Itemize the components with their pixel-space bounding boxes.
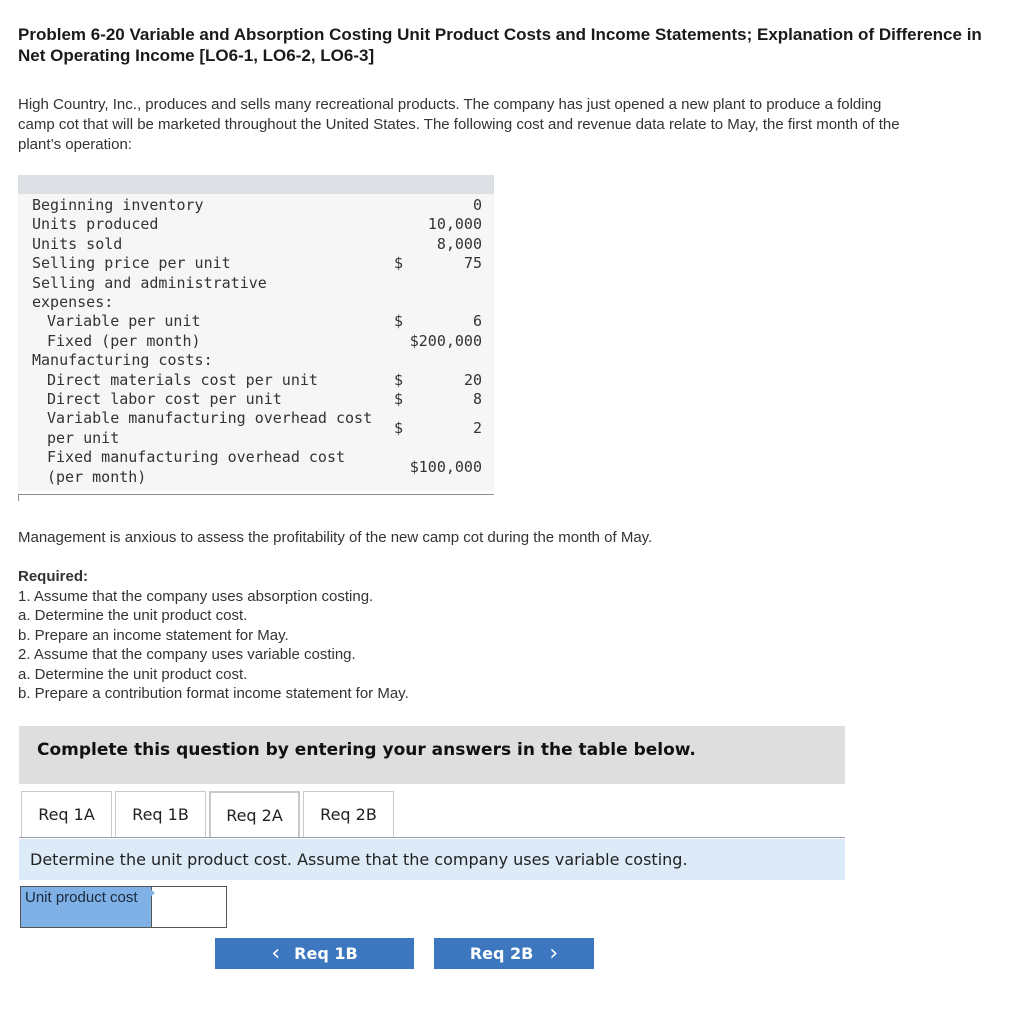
row-label: Selling price per unit <box>32 254 231 273</box>
row-label: Variable per unit <box>47 312 201 331</box>
row-label: Direct labor cost per unit <box>47 390 282 409</box>
table-row <box>18 274 494 313</box>
required-heading: Required: <box>18 568 89 585</box>
row-value: 10,000 <box>427 215 482 234</box>
tab-divider <box>19 837 845 838</box>
row-value: $100,000 <box>409 457 482 476</box>
table-row <box>18 215 494 234</box>
row-label: Variable manufacturing overhead cost per unit <box>47 409 382 447</box>
row-value: 20 <box>463 370 482 389</box>
row-value: 8,000 <box>436 234 482 253</box>
table-row <box>18 332 494 351</box>
next-req-2b-button[interactable] <box>434 938 594 969</box>
row-value: 0 <box>472 196 482 214</box>
unit-product-cost-label: Unit product cost <box>21 887 151 927</box>
row-label: Selling and administrative expenses: <box>32 273 276 312</box>
answer-row <box>20 886 227 928</box>
row-value: 2 <box>472 419 482 438</box>
required-item: b. Prepare a contribution format income statement for May. <box>18 685 409 702</box>
row-label: Beginning inventory <box>32 196 204 214</box>
table-row <box>18 235 494 254</box>
instruction-text: Complete this question by entering your answers in the table below. <box>37 740 696 760</box>
table-row: Variable per unit $ 6 <box>18 312 494 331</box>
row-label: Units produced <box>32 215 159 234</box>
tab-req-2a[interactable]: Req 2A <box>209 791 300 837</box>
required-item: a. Determine the unit product cost. <box>18 665 248 683</box>
problem-intro: High Country, Inc., produces and sells many recreational products. The company has just opened a new plant to produce a folding camp cot that will be marketed throughout the United States. The following cost and revenue data relate to May, the first month of the plant’s operation: <box>18 96 900 153</box>
tab-req-1b[interactable]: Req 1B <box>115 791 206 837</box>
prev-button-label: Req 1B <box>294 944 358 963</box>
question-bar <box>19 839 845 880</box>
next-button-label: Req 2B <box>469 944 534 963</box>
required-item: 1. Assume that the company uses absorption costing. <box>18 587 374 605</box>
unit-product-cost-input[interactable] <box>151 887 226 927</box>
table-row <box>18 196 494 215</box>
table-header <box>18 175 494 194</box>
table-row <box>18 448 494 487</box>
tab-req-1a[interactable]: Req 1A <box>21 791 112 837</box>
row-value: 75 <box>463 254 482 273</box>
row-label: Manufacturing costs: <box>32 351 213 370</box>
row-label: Direct materials cost per unit <box>47 370 318 389</box>
row-label: Fixed manufacturing overhead cost (per month) <box>47 448 355 486</box>
chevron-right-icon: › <box>549 940 559 966</box>
table-row: Selling price per unit $ 75 <box>18 254 494 273</box>
table-row: Direct labor cost per unit $ 8 <box>18 390 494 409</box>
table-row <box>18 351 494 370</box>
required-item: a. Determine the unit product cost. <box>18 607 248 624</box>
row-value: 6 <box>472 312 482 331</box>
tab-req-2b[interactable]: Req 2B <box>303 791 394 837</box>
problem-title: Problem 6-20 Variable and Absorption Costing Unit Product Costs and Income Statements; Explanation of Difference in Net Operating Income [LO6-1, LO6-2, LO6-3] <box>18 25 982 65</box>
question-text: Determine the unit product cost. Assume that the company uses variable costing. <box>30 850 688 869</box>
row-value: 8 <box>472 390 482 409</box>
chevron-left-icon: ‹ <box>271 940 281 966</box>
required-section <box>18 567 409 704</box>
row-value: $200,000 <box>409 331 482 350</box>
row-label: Units sold <box>32 234 123 253</box>
cost-data-table <box>18 175 494 501</box>
required-item: 2. Assume that the company uses variable costing. <box>18 646 356 663</box>
table-footer <box>18 494 494 501</box>
table-row: Direct materials cost per unit $ 20 <box>18 371 494 390</box>
management-text: Management is anxious to assess the profitability of the new camp cot during the month of May. <box>18 529 653 546</box>
req-tabs <box>21 791 397 837</box>
instruction-box <box>19 726 845 784</box>
required-item: b. Prepare an income statement for May. <box>18 626 289 644</box>
prev-req-1b-button[interactable] <box>215 938 414 969</box>
row-label: Fixed (per month) <box>47 331 201 350</box>
table-row: Variable manufacturing overhead cost per unit $ 2 <box>18 409 494 448</box>
